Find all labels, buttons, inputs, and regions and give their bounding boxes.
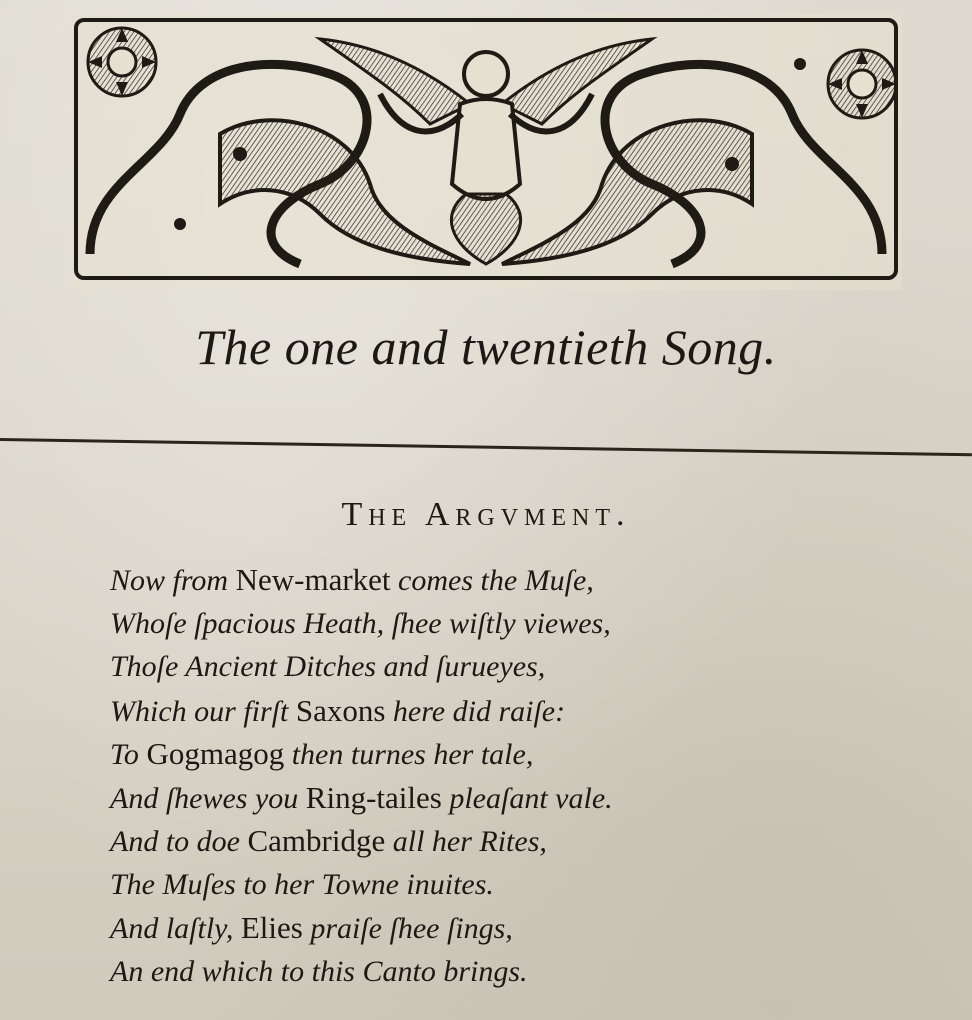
verse-text: And ſhewes you [110,781,306,815]
verse-line [110,863,830,907]
verse-text: To [110,738,147,771]
verse-text: then turnes her tale, [284,738,534,771]
verse-text: The Muſes to her Towne inuites. [110,867,494,901]
verse-text: comes the Muſe, [390,564,594,597]
verse-text: here did raiſe: [385,694,566,728]
verse-text: all her Rites, [385,825,547,858]
verse-text: And to doe [110,825,248,858]
verse-text: And laſtly, [110,912,241,945]
verse-proper-noun: Cambridge [247,823,386,858]
verse-line [110,732,830,776]
verse-text: Now from [110,564,236,597]
verse-line [110,645,830,689]
verse-text: praiſe ſhee ſings, [302,912,513,945]
argument-verses [110,558,830,993]
verse-proper-noun: Gogmagog [146,736,285,771]
verse-text: pleaſant vale. [441,781,613,815]
verse-line [110,906,830,950]
verse-line [110,776,830,820]
woodcut-ornament-icon [70,14,902,290]
verse-proper-noun: Elies [240,910,303,945]
argument-heading: The Argvment. [341,496,631,533]
verse-text: An end which to this Canto brings. [110,954,528,988]
verse-text: Thoſe Ancient Ditches and ſurueyes, [110,650,546,683]
verse-proper-noun: Saxons [295,692,386,728]
verse-line [110,819,830,863]
verse-proper-noun: New-market [235,562,391,597]
verse-text: Which our firſt [110,694,296,728]
verse-line [110,602,830,646]
song-title: The one and twentieth Song. [195,319,777,375]
verse-line [110,689,830,733]
verse-text: Whoſe ſpacious Heath, ſhee wiſtly viewes, [110,606,611,640]
verse-proper-noun: Ring-tailes [305,779,442,815]
verse-line [110,558,830,602]
verse-line [110,950,830,994]
